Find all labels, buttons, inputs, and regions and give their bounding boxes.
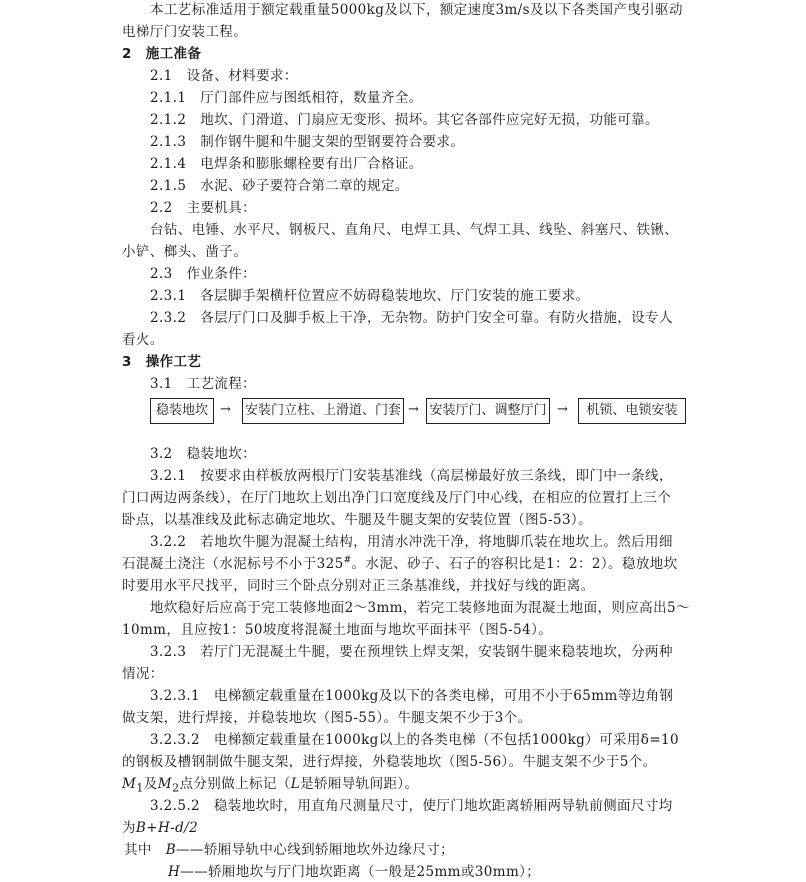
clause-line: 3.2.2 若地坎牛腿为混凝土结构，用清水冲洗干净，将地脚爪装在地坎上。然后用细 (150, 534, 673, 550)
subsection-heading: 2.1 设备、材料要求： (150, 68, 298, 84)
subsection-heading: 3.2 稳装地坎： (150, 446, 257, 462)
paragraph-line: 卧点，以基准线及此标志确定地坎、牛腿及牛腿支架的安装位置（图5-53）。 (122, 512, 592, 528)
paragraph-line: 本工艺标准适用于额定载重量5000kg及以下，额定速度3m/s及以下各类国产曳引驱动 (150, 2, 683, 18)
paragraph-line: 的钢板及槽钢制做牛腿支架，进行焊接，外稳装地坎（图5-56）。牛腿支架不少于5个。 (122, 754, 657, 770)
paragraph-line: 门口两边两条线），在厅门地坎上划出净门口宽度线及厅门中心线，在相应的位置打上三个 (122, 490, 672, 506)
formula-line: 为B+H-d/2 (122, 820, 199, 836)
paragraph-line: 看火。 (122, 332, 164, 348)
subsection-heading: 3.1 工艺流程： (150, 376, 257, 392)
paragraph-line: 台钻、电锤、水平尺、钢板尺、直角尺、电焊工具、气焊工具、线坠、斜塞尺、铁锹、 (150, 222, 679, 238)
clause-line: 2.1.5 水泥、砂子要符合第二章的规定。 (150, 178, 409, 194)
clause-line: 3.2.1 按要求由样板放两根厅门安装基准线（高层梯最好放三条线，即门中一条线， (150, 468, 673, 484)
paragraph-line: 情况： (122, 666, 164, 682)
definition-line: H——轿厢地坎与厅门地坎距离（一般是25mm或30mm）； (168, 864, 541, 880)
flow-arrow: → (557, 402, 568, 417)
clause-line: 2.1.4 电焊条和膨胀螺栓要有出厂合格证。 (150, 156, 423, 172)
clause-line: 2.3.1 各层脚手架横杆位置应不妨碍稳装地坎、厅门安装的施工要求。 (150, 288, 590, 304)
section-heading: 3 操作工艺 (122, 354, 202, 370)
paragraph-line: $M_1$及$M_2$点分别做上标记（L是轿厢导轨间距）。 (122, 776, 419, 795)
clause-line: 2.3.2 各层厅门口及脚手板上干净，无杂物。防护门安全可靠。有防火措施，设专人 (150, 310, 673, 326)
clause-line: 2.1.1 厅门部件应与图纸相符，数量齐全。 (150, 90, 423, 106)
clause-line: 2.1.2 地坎、门滑道、门扇应无变形、损坏。其它各部件应完好无损，功能可靠。 (150, 112, 659, 128)
clause-line: 2.1.3 制作钢牛腿和牛腿支架的型钢要符合要求。 (150, 134, 465, 150)
flow-step-box: 机锁、电锁安装 (578, 398, 686, 424)
flow-arrow: → (220, 402, 231, 417)
section-heading: 2 施工准备 (122, 46, 202, 62)
paragraph-line: 时要用水平尺找平，同时三个卧点分别对正三条基准线，并找好与线的距离。 (122, 578, 595, 594)
paragraph-line: 地炊稳好后应高于完工装修地面2～3mm，若完工装修地面为混凝土地面，则应高出5～ (150, 600, 690, 616)
definition-line: 其中 B——轿厢导轨中心线到轿厢地坎外边缘尺寸； (124, 842, 455, 858)
clause-line: 3.2.3.1 电梯额定载重量在1000kg及以下的各类电梯，可用不小于65mm等边角钢 (150, 688, 674, 704)
subsection-heading: 2.2 主要机具： (150, 200, 257, 216)
flow-step-box: 安装厅门、调整厅门 (426, 398, 550, 424)
paragraph-line: 电梯厅门安装工程。 (122, 24, 248, 40)
paragraph-line: 石混凝土浇注（水泥标号不小于325#。水泥、砂子、石子的容积比是1：2：2）。稳放地坎 (122, 555, 678, 572)
paragraph-line: 小铲、榔头、凿子。 (122, 244, 248, 260)
flow-step-box: 安装门立柱、上滑道、门套 (242, 398, 404, 424)
paragraph-line: 10mm，且应按1：50坡度将混凝土地面与地坎平面抹平（图5-54）。 (122, 622, 553, 638)
subsection-heading: 2.3 作业条件： (150, 266, 257, 282)
clause-line: 3.2.3.2 电梯额定载重量在1000kg以上的各类电梯（不包括1000kg）可采用δ=10 (150, 732, 680, 748)
clause-line: 3.2.5.2 稳装地坎时，用直角尺测量尺寸，使厅门地坎距离轿厢两导轨前侧面尺寸均 (150, 798, 673, 814)
clause-line: 3.2.3 若厅门无混凝土牛腿，要在预埋铁上焊支架，安装钢牛腿来稳装地坎，分两种 (150, 644, 673, 660)
flow-arrow: → (408, 402, 419, 417)
paragraph-line: 做支架，进行焊接，并稳装地坎（图5-55）。牛腿支架不少于3个。 (122, 710, 532, 726)
flow-step-box: 稳装地坎 (150, 398, 214, 424)
